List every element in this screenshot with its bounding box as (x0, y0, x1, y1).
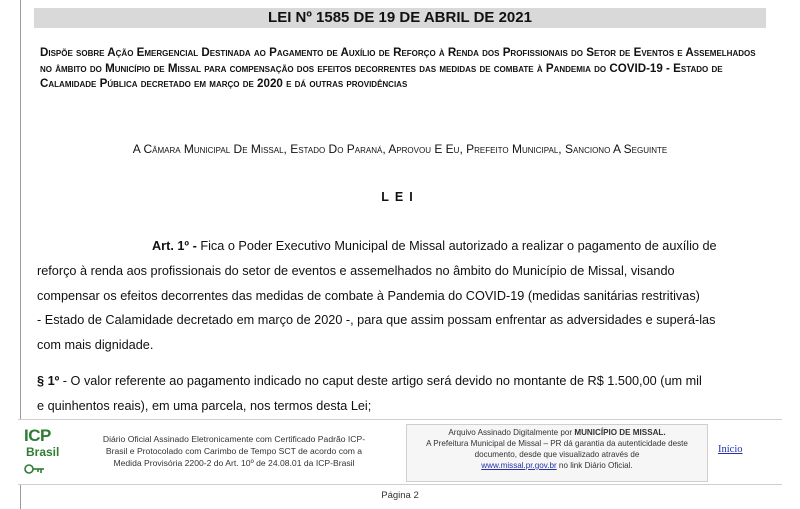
page-number: Página 2 (381, 490, 419, 501)
signature-line-4 (407, 460, 707, 471)
article-1-line-1: Fica o Poder Executivo Municipal de Missal autorizado a realizar o pagamento de auxílio de (196, 239, 717, 253)
signature-line-2: A Prefeitura Municipal de Missal – PR dá garantia da autenticidade deste (426, 439, 688, 448)
icp-logo-text: ICP (24, 426, 51, 445)
signature-line-1-prefix: Arquivo Assinado Digitalmente por (448, 428, 575, 437)
icp-brasil-logo (24, 426, 76, 478)
paragraph-1-line-2: e quinhentos reais), em uma parcela, nos termos desta Lei; (37, 398, 372, 413)
certificate-line-2: Brasil e Protocolado com Carimbo de Tempo SCT de acordo com a (105, 446, 363, 456)
certificate-line-3: Medida Provisória 2200-2 do Art. 10º de 24.08.01 da ICP-Brasil (113, 458, 355, 468)
inicio-link[interactable]: Início (718, 444, 743, 455)
article-1-label: Art. 1º - (152, 239, 197, 253)
paragraph-1-label: § 1º (37, 374, 60, 388)
law-summary: Dispõe sobre Ação Emergencial Destinada ao Pagamento de Auxílio de Reforço à Renda dos Profissionais do Setor de Eventos e Assemelhados no âmbito do Município de Missal para compensação dos efeitos decorrentes das medidas de combate à Pandemia do COVID-19 - Estado de Calamidade Pública decretado em março de 2020 e dá outras providências (40, 46, 756, 90)
article-1-line-2: reforço à renda aos profissionais do setor de eventos e assemelhados no âmbito do Município de Missal, visando (37, 263, 675, 278)
certificate-notice (84, 433, 384, 469)
law-title-text: LEI Nº 1585 DE 19 DE ABRIL DE 2021 (268, 9, 532, 26)
key-icon (24, 462, 46, 476)
paragraph-1-line-1: - O valor referente ao pagamento indicado no caput deste artigo será devido no montante de R$ 1.500,00 (um mil (59, 374, 702, 388)
law-title (34, 8, 766, 28)
footer-bar (18, 419, 782, 485)
article-1-line-3: compensar os efeitos decorrentes das medidas de combate à Pandemia do COVID-19 (medidas sanitárias restritivas) (37, 288, 700, 303)
article-1 (37, 234, 772, 358)
digital-signature-box (406, 424, 708, 482)
lei-heading: LEI (381, 190, 419, 204)
signature-line-1 (407, 427, 707, 438)
brasil-logo-text: Brasil (26, 445, 60, 459)
paragraph-1 (37, 369, 772, 419)
article-1-line-4: - Estado de Calamidade decretado em março de 2020 -, para que assim possam enfrentar as adversidades e superá-las (37, 313, 716, 328)
certificate-line-1: Diário Oficial Assinado Eletronicamente com Certificado Padrão ICP- (102, 434, 366, 444)
signature-line-3: documento, desde que visualizado através de (474, 450, 640, 459)
signature-signer: MUNICÍPIO DE MISSAL. (574, 428, 666, 437)
preamble: A Câmara Municipal De Missal, Estado Do Paraná, Aprovou E Eu, Prefeito Municipal, Sanciono A Seguinte (132, 142, 668, 156)
article-1-line-5: com mais dignidade. (37, 338, 154, 353)
signature-line-4-suffix: no link Diário Oficial. (556, 461, 633, 470)
missal-website-link[interactable]: www.missal.pr.gov.br (481, 461, 557, 470)
